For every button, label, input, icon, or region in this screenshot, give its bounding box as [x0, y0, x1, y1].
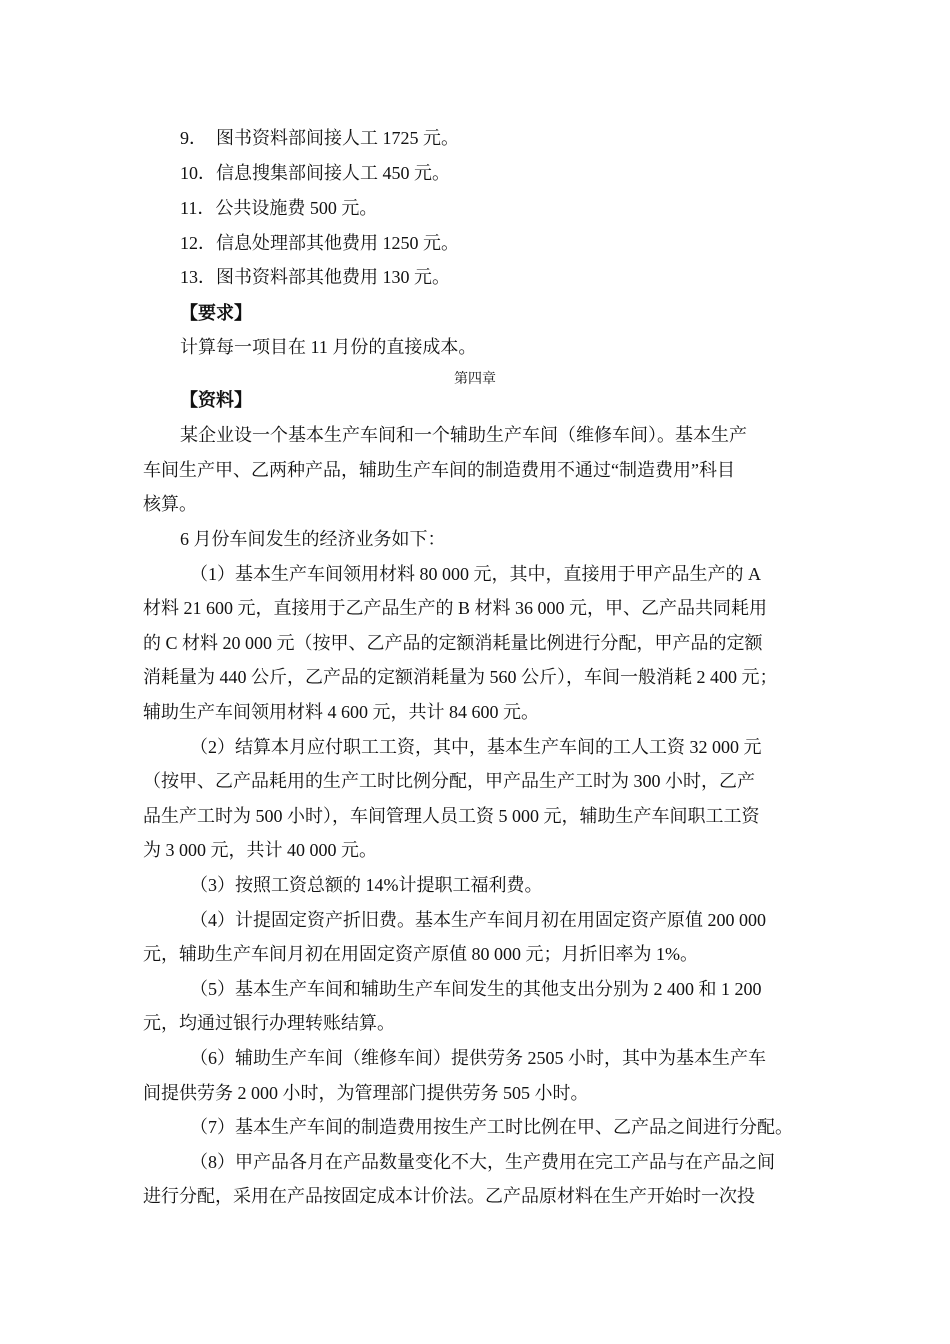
list-item-9: 9． 图书资料部间接人工 1725 元。	[180, 128, 459, 148]
list-item-12: 12．信息处理部其他费用 1250 元。	[180, 233, 459, 253]
intro-line-2: 车间生产甲、乙两种产品，辅助生产车间的制造费用不通过“制造费用”科目	[143, 460, 735, 480]
list-item-13: 13．图书资料部其他费用 130 元。	[180, 267, 450, 287]
material-heading: 【资料】	[180, 390, 252, 410]
item4-line-1: （4）计提固定资产折旧费。基本生产车间月初在用固定资产原值 200 000	[190, 910, 766, 930]
requirement-text: 计算每一项目在 11 月份的直接成本。	[180, 337, 477, 357]
item1-line-1: （1）基本生产车间领用材料 80 000 元，其中，直接用于甲产品生产的 A	[190, 564, 761, 584]
item2-line-4: 为 3 000 元，共计 40 000 元。	[143, 840, 377, 860]
june-line: 6 月份车间发生的经济业务如下：	[180, 529, 446, 549]
requirement-heading: 【要求】	[180, 303, 252, 323]
item6-line-2: 间提供劳务 2 000 小时，为管理部门提供劳务 505 小时。	[143, 1083, 589, 1103]
item2-line-3: 品生产工时为 500 小时），车间管理人员工资 5 000 元，辅助生产车间职工工资	[143, 806, 760, 826]
item5-line-1: （5）基本生产车间和辅助生产车间发生的其他支出分别为 2 400 和 1 200	[190, 979, 762, 999]
item1-line-3: 的 C 材料 20 000 元（按甲、乙产品的定额消耗量比例进行分配，甲产品的定额	[143, 633, 763, 653]
item5-line-2: 元，均通过银行办理转账结算。	[143, 1013, 395, 1033]
intro-line-3: 核算。	[143, 494, 197, 514]
intro-line-1: 某企业设一个基本生产车间和一个辅助生产车间（维修车间）。基本生产	[180, 425, 747, 445]
list-item-11: 11．公共设施费 500 元。	[180, 198, 378, 218]
item1-line-5: 辅助生产车间领用材料 4 600 元，共计 84 600 元。	[143, 702, 539, 722]
item8-line-1: （8）甲产品各月在产品数量变化不大，生产费用在完工产品与在产品之间	[190, 1152, 775, 1172]
item2-line-1: （2）结算本月应付职工工资，其中，基本生产车间的工人工资 32 000 元	[190, 737, 762, 757]
item4-line-2: 元，辅助生产车间月初在用固定资产原值 80 000 元；月折旧率为 1%。	[143, 944, 698, 964]
item8-line-2: 进行分配，采用在产品按固定成本计价法。乙产品原材料在生产开始时一次投	[143, 1186, 755, 1206]
item7-line-1: （7）基本生产车间的制造费用按生产工时比例在甲、乙产品之间进行分配。	[190, 1117, 793, 1137]
item6-line-1: （6）辅助生产车间（维修车间）提供劳务 2505 小时，其中为基本生产车	[190, 1048, 766, 1068]
chapter-title: 第四章	[454, 372, 496, 387]
item2-line-2: （按甲、乙产品耗用的生产工时比例分配，甲产品生产工时为 300 小时，乙产	[143, 771, 755, 791]
item3-line-1: （3）按照工资总额的 14%计提职工福利费。	[190, 875, 543, 895]
item1-line-4: 消耗量为 440 公斤，乙产品的定额消耗量为 560 公斤），车间一般消耗 2 400 元；	[143, 667, 778, 687]
list-item-10: 10．信息搜集部间接人工 450 元。	[180, 163, 450, 183]
item1-line-2: 材料 21 600 元，直接用于乙产品生产的 B 材料 36 000 元，甲、乙产品共同耗用	[143, 598, 768, 618]
